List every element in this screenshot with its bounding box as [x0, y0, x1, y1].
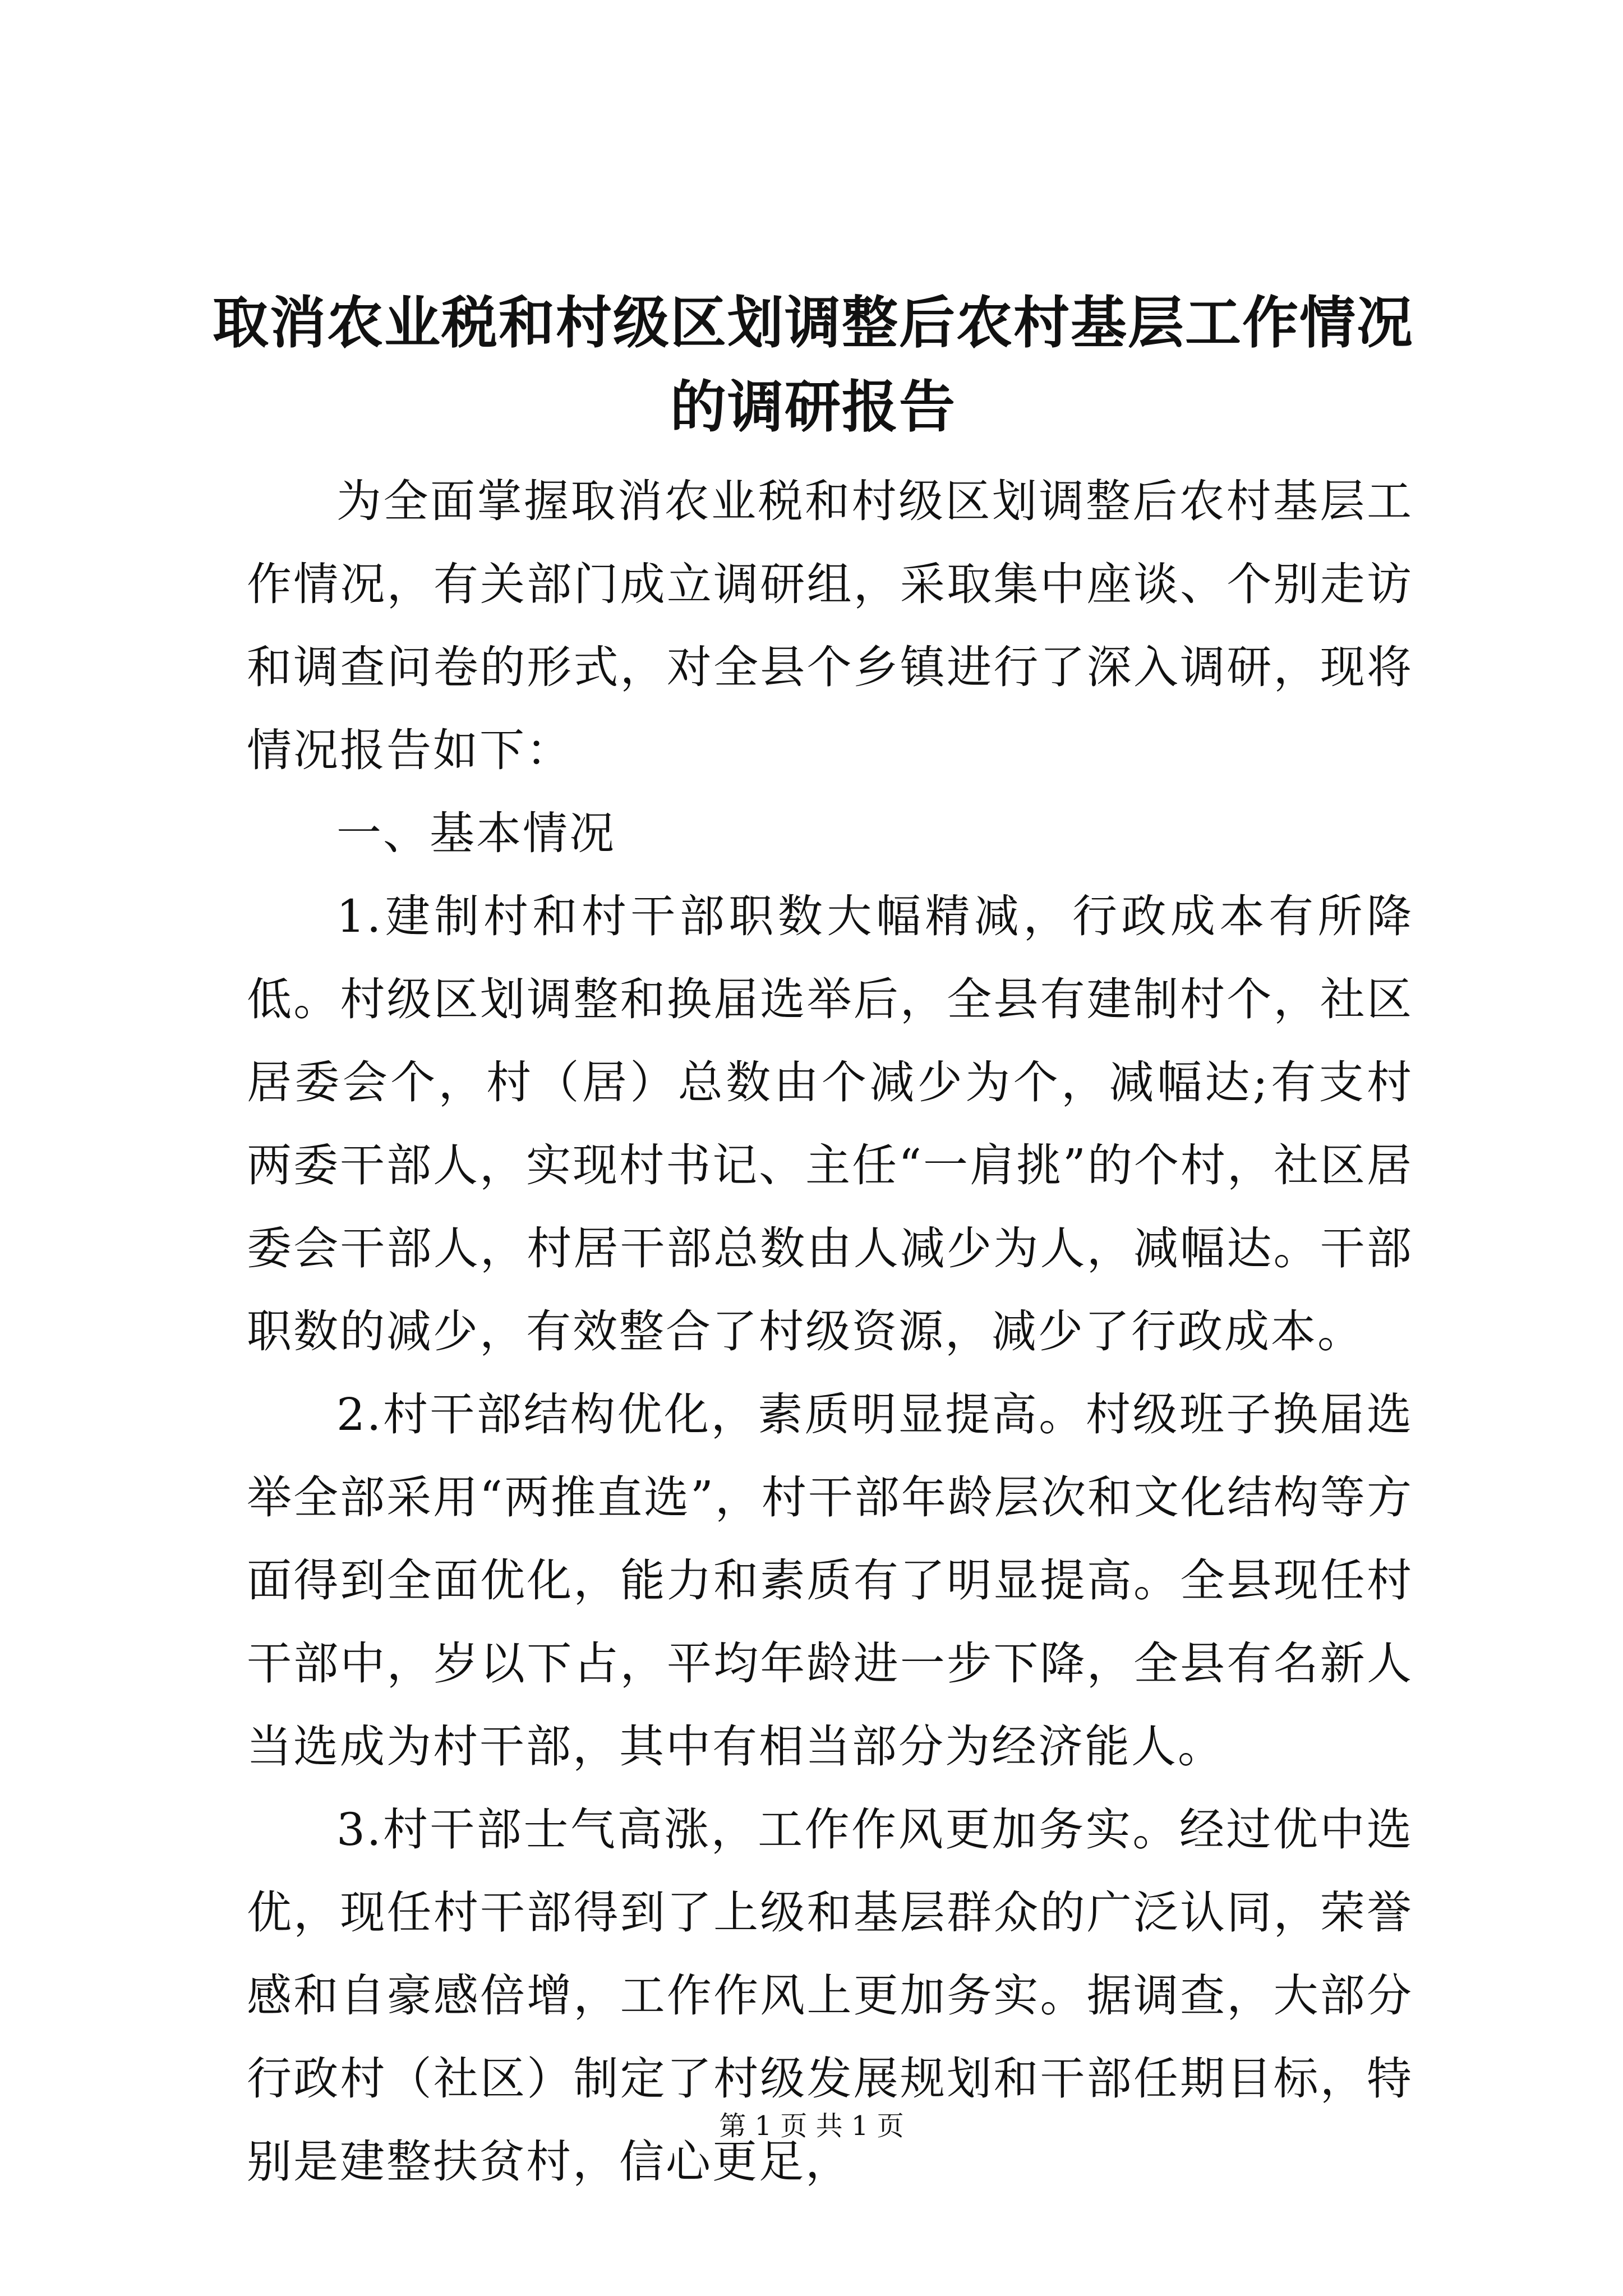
paragraph-item-3: 3.村干部士气高涨，工作作风更加务实。经过优中选优，现任村干部得到了上级和基层群众的广泛认同，荣誉感和自豪感倍增，工作作风上更加务实。据调查，大部分行政村（社区）制定了村级发展规划和干部任期目标，特别是建整扶贫村，信心更足， — [247, 1803, 1413, 2188]
paragraph-item-2: 2.村干部结构优化，素质明显提高。村级班子换届选举全部采用“两推直选”，村干部年龄层次和文化结构等方面得到全面优化，能力和素质有了明显提高。全县现任村干部中，岁以下占，平均年龄进一步下降，全县有名新人当选成为村干部，其中有相当部分为经济能人。 — [247, 1388, 1413, 1773]
paragraph-item-1: 1.建制村和村干部职数大幅精减，行政成本有所降低。村级区划调整和换届选举后，全县有建制村个，社区居委会个，村（居）总数由个减少为个，减幅达;有支村两委干部人，实现村书记、主任“一肩挑”的个村，社区居委会干部人，村居干部总数由人减少为人，减幅达。干部职数的减少，有效整合了村级资源，减少了行政成本。 — [247, 890, 1413, 1358]
document-body — [247, 460, 1413, 2203]
document-title: 取消农业税和村级区划调整后农村基层工作情况的调研报告 — [213, 289, 1414, 440]
page-footer: 第 1 页 共 1 页 — [719, 2110, 904, 2142]
paragraph-intro: 为全面掌握取消农业税和村级区划调整后农村基层工作情况，有关部门成立调研组，采取集中座谈、个别走访和调查问卷的形式，对全县个乡镇进行了深入调研，现将情况报告如下： — [247, 475, 1413, 776]
section-heading-basic-situation: 一、基本情况 — [336, 807, 616, 859]
